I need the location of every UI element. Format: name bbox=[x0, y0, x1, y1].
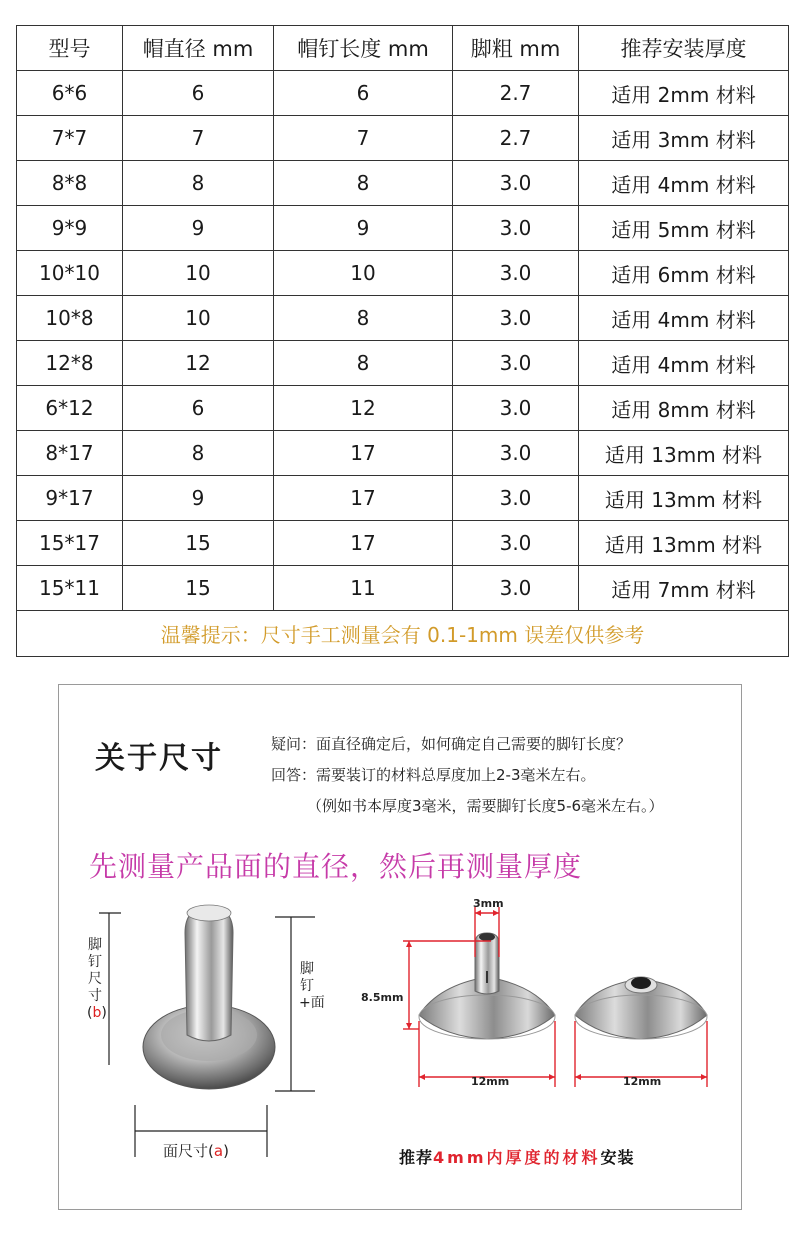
cell-post-thickness: 3.0 bbox=[453, 476, 579, 521]
cell-cap-diameter: 8 bbox=[123, 161, 274, 206]
cell-post-thickness: 2.7 bbox=[453, 71, 579, 116]
cell-cap-diameter: 15 bbox=[123, 521, 274, 566]
table-row bbox=[17, 386, 789, 431]
cell-cap-diameter: 6 bbox=[123, 386, 274, 431]
cell-model: 15*17 bbox=[17, 521, 123, 566]
cell-model: 6*6 bbox=[17, 71, 123, 116]
rivet-photo-left bbox=[143, 905, 275, 1089]
cell-model: 8*17 bbox=[17, 431, 123, 476]
cell-cap-diameter: 8 bbox=[123, 431, 274, 476]
measurement-note: 温馨提示：尺寸手工测量会有 0.1-1mm 误差仅供参考 bbox=[17, 611, 789, 657]
measure-headline: 先测量产品面的直径，然后再测量厚度 bbox=[89, 850, 583, 883]
cell-rivet-length: 6 bbox=[274, 71, 453, 116]
post-size-label-close: ) bbox=[101, 1005, 107, 1021]
table-row bbox=[17, 341, 789, 386]
face-size-label-letter: a bbox=[213, 1142, 224, 1160]
cell-post-thickness: 3.0 bbox=[453, 161, 579, 206]
cell-recommended-thickness: 适用 13mm 材料 bbox=[579, 476, 789, 521]
cell-recommended-thickness: 适用 6mm 材料 bbox=[579, 251, 789, 296]
cell-cap-diameter: 9 bbox=[123, 476, 274, 521]
cell-cap-diameter: 15 bbox=[123, 566, 274, 611]
cell-cap-diameter: 9 bbox=[123, 206, 274, 251]
header-rivet-length: 帽钉长度 mm bbox=[274, 26, 453, 71]
cell-model: 8*8 bbox=[17, 161, 123, 206]
table-row bbox=[17, 566, 789, 611]
rivet-diagram bbox=[59, 685, 741, 1209]
table-row bbox=[17, 116, 789, 161]
cell-model: 15*11 bbox=[17, 566, 123, 611]
cell-rivet-length: 10 bbox=[274, 251, 453, 296]
cell-post-thickness: 3.0 bbox=[453, 296, 579, 341]
card-title: 关于尺寸 bbox=[95, 741, 223, 776]
rivet-photo-stem bbox=[419, 933, 555, 1039]
cell-rivet-length: 17 bbox=[274, 431, 453, 476]
recommend-text bbox=[399, 1145, 635, 1168]
table-row bbox=[17, 251, 789, 296]
dimension-label-height: 8.5mm bbox=[361, 991, 404, 1004]
cell-model: 9*9 bbox=[17, 206, 123, 251]
table-body bbox=[17, 71, 789, 611]
dimension-label-width-stem: 12mm bbox=[471, 1075, 510, 1088]
cell-rivet-length: 9 bbox=[274, 206, 453, 251]
cell-model: 9*17 bbox=[17, 476, 123, 521]
cell-post-thickness: 3.0 bbox=[453, 431, 579, 476]
cell-model: 10*8 bbox=[17, 296, 123, 341]
cell-post-thickness: 3.0 bbox=[453, 386, 579, 431]
cell-rivet-length: 12 bbox=[274, 386, 453, 431]
cell-rivet-length: 17 bbox=[274, 476, 453, 521]
cell-rivet-length: 17 bbox=[274, 521, 453, 566]
cell-cap-diameter: 10 bbox=[123, 251, 274, 296]
table-row bbox=[17, 161, 789, 206]
cell-model: 12*8 bbox=[17, 341, 123, 386]
cell-recommended-thickness: 适用 4mm 材料 bbox=[579, 296, 789, 341]
post-size-label-text: 脚钉尺寸( bbox=[87, 937, 102, 1021]
recommend-highlight: 4mm内厚度的材料 bbox=[433, 1148, 601, 1167]
post-size-label bbox=[87, 937, 107, 1022]
table-row bbox=[17, 431, 789, 476]
cell-cap-diameter: 12 bbox=[123, 341, 274, 386]
cell-model: 7*7 bbox=[17, 116, 123, 161]
cell-post-thickness: 3.0 bbox=[453, 251, 579, 296]
spec-table bbox=[16, 25, 789, 657]
cell-recommended-thickness: 适用 5mm 材料 bbox=[579, 206, 789, 251]
example-text: （例如书本厚度3毫米，需要脚钉长度5-6毫米左右。） bbox=[307, 797, 664, 815]
cell-recommended-thickness: 适用 4mm 材料 bbox=[579, 341, 789, 386]
table-header-row bbox=[17, 26, 789, 71]
dimension-label-width-cap: 12mm bbox=[623, 1075, 662, 1088]
cell-post-thickness: 3.0 bbox=[453, 341, 579, 386]
table-row bbox=[17, 71, 789, 116]
cell-post-thickness: 3.0 bbox=[453, 521, 579, 566]
size-info-card bbox=[58, 684, 742, 1210]
cell-post-thickness: 3.0 bbox=[453, 566, 579, 611]
header-post-thickness: 脚粗 mm bbox=[453, 26, 579, 71]
cell-recommended-thickness: 适用 4mm 材料 bbox=[579, 161, 789, 206]
cell-recommended-thickness: 适用 13mm 材料 bbox=[579, 521, 789, 566]
cell-recommended-thickness: 适用 8mm 材料 bbox=[579, 386, 789, 431]
cell-recommended-thickness: 适用 2mm 材料 bbox=[579, 71, 789, 116]
table-row bbox=[17, 521, 789, 566]
cell-rivet-length: 11 bbox=[274, 566, 453, 611]
dimension-label-3mm: 3mm bbox=[473, 897, 504, 910]
face-size-label bbox=[163, 1140, 229, 1161]
cell-cap-diameter: 6 bbox=[123, 71, 274, 116]
post-size-label-letter: b bbox=[92, 1005, 102, 1021]
table-note-row bbox=[17, 611, 789, 657]
question-text: 疑问：面直径确定后，如何确定自己需要的脚钉长度？ bbox=[271, 735, 632, 753]
table-row bbox=[17, 296, 789, 341]
rivet-photo-cap bbox=[575, 977, 707, 1039]
cell-cap-diameter: 7 bbox=[123, 116, 274, 161]
table-row bbox=[17, 206, 789, 251]
cell-post-thickness: 2.7 bbox=[453, 116, 579, 161]
table-row bbox=[17, 476, 789, 521]
cell-rivet-length: 8 bbox=[274, 341, 453, 386]
cell-post-thickness: 3.0 bbox=[453, 206, 579, 251]
face-size-label-text: 面尺寸( bbox=[163, 1142, 214, 1160]
recommend-prefix: 推荐 bbox=[399, 1148, 434, 1167]
cell-recommended-thickness: 适用 13mm 材料 bbox=[579, 431, 789, 476]
cell-model: 6*12 bbox=[17, 386, 123, 431]
header-cap-diameter: 帽直径 mm bbox=[123, 26, 274, 71]
cell-rivet-length: 8 bbox=[274, 296, 453, 341]
cell-model: 10*10 bbox=[17, 251, 123, 296]
face-size-label-close: ) bbox=[223, 1142, 229, 1160]
cell-cap-diameter: 10 bbox=[123, 296, 274, 341]
answer-text: 回答：需要装订的材料总厚度加上2-3毫米左右。 bbox=[271, 766, 596, 784]
cell-recommended-thickness: 适用 3mm 材料 bbox=[579, 116, 789, 161]
cell-rivet-length: 7 bbox=[274, 116, 453, 161]
header-model: 型号 bbox=[17, 26, 123, 71]
post-plus-face-label: 脚钉+面 bbox=[299, 961, 325, 1011]
recommend-suffix: 安装 bbox=[600, 1148, 635, 1167]
cell-rivet-length: 8 bbox=[274, 161, 453, 206]
cell-recommended-thickness: 适用 7mm 材料 bbox=[579, 566, 789, 611]
header-recommended-thickness: 推荐安装厚度 bbox=[579, 26, 789, 71]
